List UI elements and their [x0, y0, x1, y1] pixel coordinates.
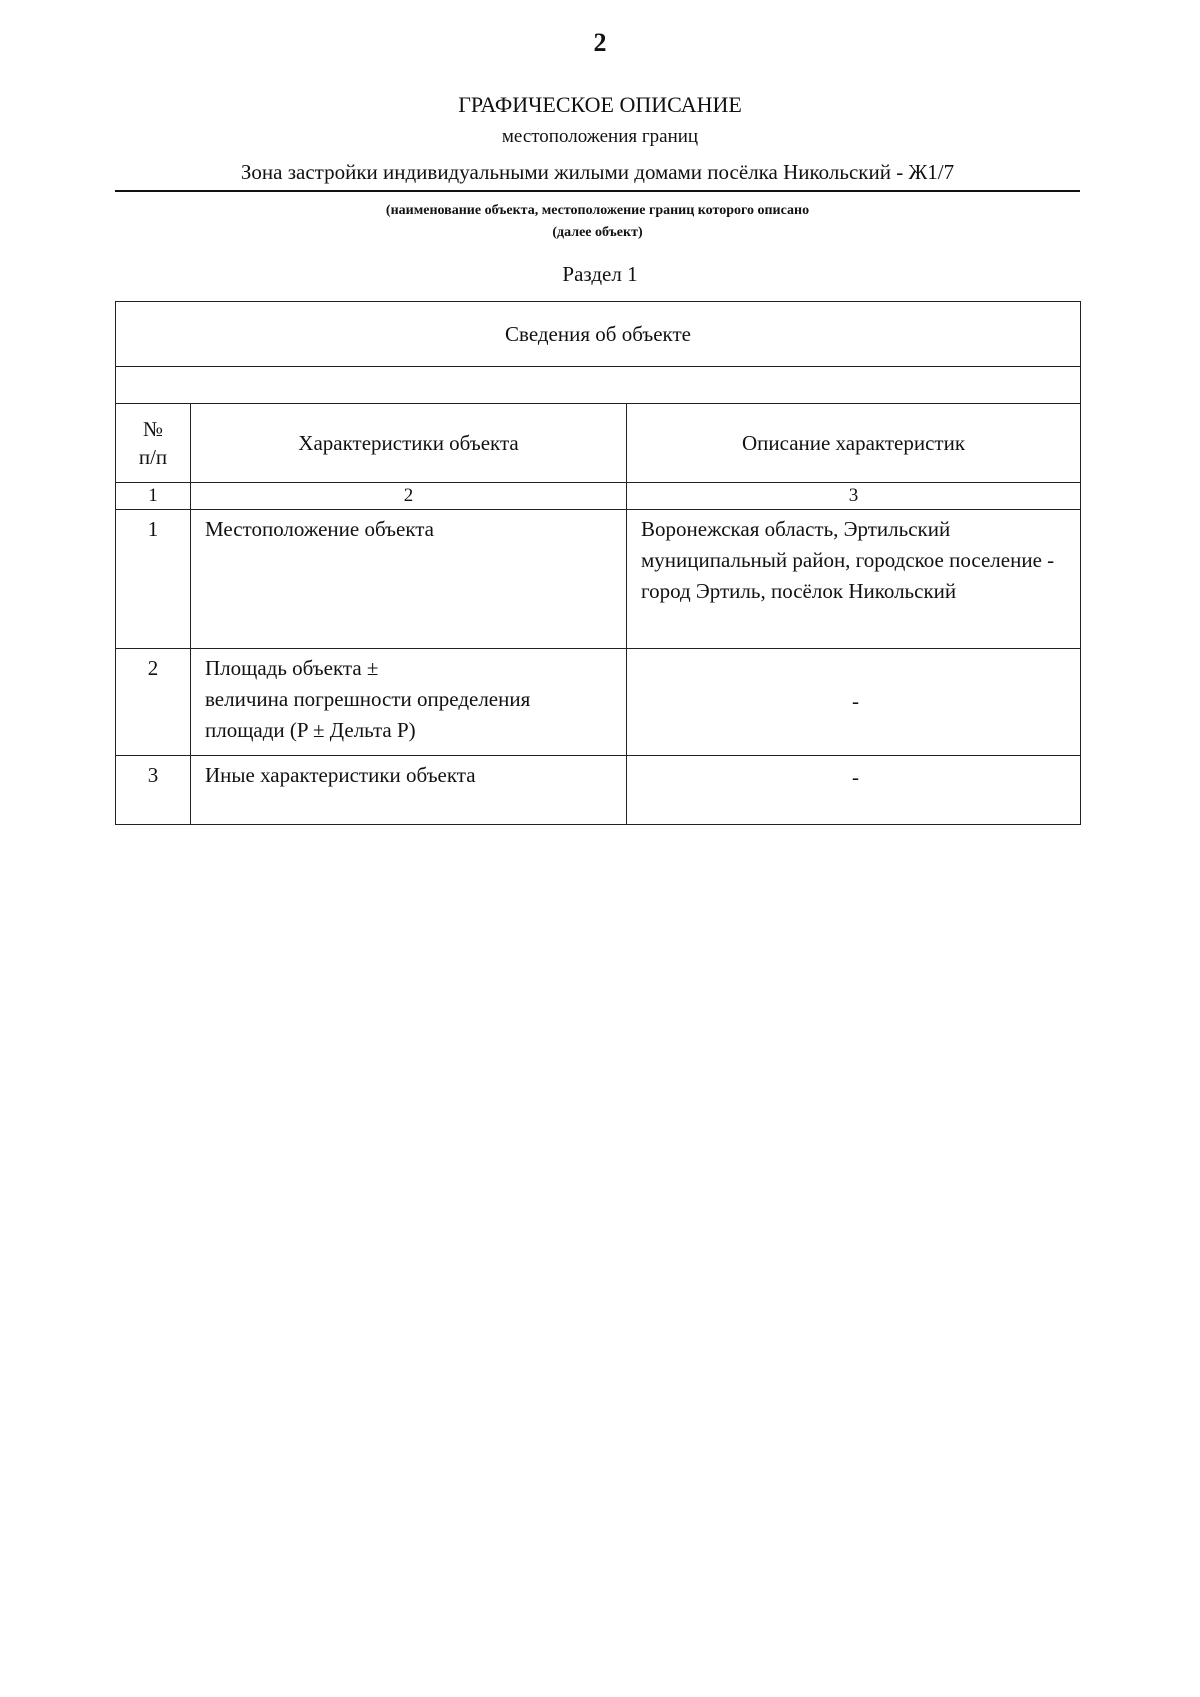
- table-index-row: [116, 483, 1081, 510]
- row-attribute-line: площади (P ± Дельта P): [205, 718, 416, 742]
- row-number: 2: [116, 649, 191, 756]
- document-subtitle: местоположения границ: [501, 126, 699, 147]
- row-number: 3: [116, 756, 191, 825]
- document-title: ГРАФИЧЕСКОЕ ОПИСАНИЕ: [458, 92, 742, 117]
- object-name-caption: [115, 200, 1080, 244]
- column-index-1: 1: [116, 483, 191, 510]
- row-attribute-line: Иные характеристики объекта: [205, 763, 476, 787]
- header-num-line-1: №: [142, 417, 164, 441]
- header-attribute: Характеристики объекта: [191, 404, 627, 483]
- table-row: [116, 649, 1081, 756]
- object-name: Зона застройки индивидуальными жилыми домами посёлка Никольский - Ж1/7: [115, 160, 1080, 192]
- table-caption: Сведения об объекте: [116, 302, 1081, 367]
- row-attribute: [191, 756, 627, 825]
- table-empty-cell: [116, 367, 1081, 404]
- row-attribute-line: величина погрешности определения: [205, 687, 531, 711]
- row-attribute-line: Местоположение объекта: [205, 517, 435, 541]
- row-attribute: [191, 649, 627, 756]
- section-title: Раздел 1: [562, 262, 638, 286]
- page-number: 2: [593, 28, 607, 57]
- object-info-table: [115, 301, 1081, 825]
- row-description: Воронежская область, Эртильский муниципальный район, городское поселение - город Эртиль, посёлок Никольский: [627, 510, 1081, 649]
- header-num-line-2: п/п: [138, 445, 168, 469]
- table-row: [116, 756, 1081, 825]
- row-description: -: [627, 649, 1081, 756]
- object-caption-line-2: (далее объект): [552, 225, 643, 240]
- row-attribute: [191, 510, 627, 649]
- row-description: -: [627, 756, 1081, 825]
- row-number: 1: [116, 510, 191, 649]
- header-description: Описание характеристик: [627, 404, 1081, 483]
- table-row: [116, 510, 1081, 649]
- table-empty-row: [116, 367, 1081, 404]
- table-caption-row: [116, 302, 1081, 367]
- table-header-row: [116, 404, 1081, 483]
- column-index-2: 2: [191, 483, 627, 510]
- object-caption-line-1: (наименование объекта, местоположение границ которого описано: [385, 203, 810, 218]
- row-attribute-line: Площадь объекта ±: [205, 656, 379, 680]
- column-index-3: 3: [627, 483, 1081, 510]
- header-num: [116, 404, 191, 483]
